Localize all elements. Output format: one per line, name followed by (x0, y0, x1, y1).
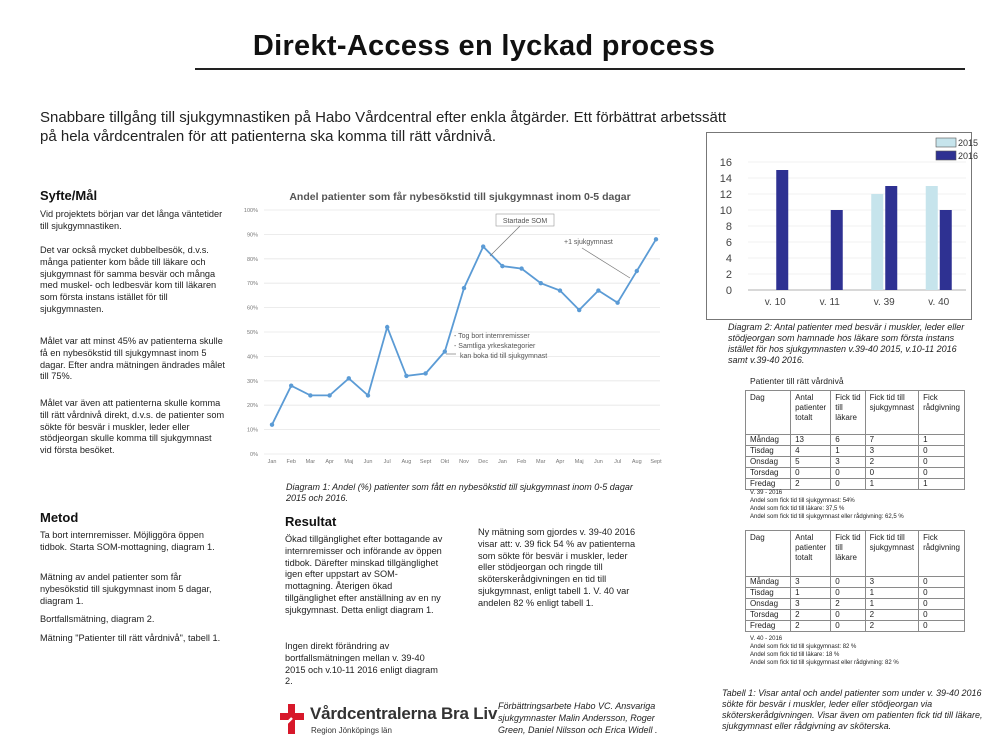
bar-2016 (831, 210, 843, 290)
v40-stat-line: Andel som fick tid till sjukgymnast: 82 % (750, 644, 857, 650)
y-tick-label: 10% (246, 427, 258, 434)
x-tick-label: Jan (497, 459, 507, 465)
annotation-yrkeskategorier: - Samtliga yrkeskategorier (454, 343, 536, 350)
intro-text: Snabbare tillgång till sjukgymnastiken på Habo Vårdcentral efter enkla åtgärder. Ett förbättrat arbetssätt på hela vårdcentralen för att patienterna ska komma till rätt vårdnivå. (40, 109, 727, 145)
v39-cell: 1 (831, 446, 865, 457)
annotation-arrow (582, 248, 630, 278)
chart1-caption: Diagram 1: Andel (%) patienter som fått en nybesökstid till sjukgymnast inom 0-5 dagar 2015 och 2016. (286, 482, 633, 503)
header-dag: Dag (746, 391, 791, 435)
chart2-caption: Diagram 2: Antal patienter med besvär i muskler, leder eller stödjeorgan som hamnade hos läkare som första instans istället för hos sjukgymnasten v.39-40 2015, v.10-11 2016 samt v.39-40 2016. (728, 322, 965, 365)
v40-cell: 0 (919, 577, 965, 588)
v39-row (746, 468, 965, 479)
v39-cell: 4 (791, 446, 831, 457)
v39-stats (750, 489, 904, 521)
v40-cell: 3 (791, 577, 831, 588)
x-tick-label: Jun (363, 459, 373, 465)
x-tick-label: Aug (631, 459, 642, 465)
y-tick-label: 14 (719, 173, 732, 185)
v39-cell: 13 (791, 435, 831, 446)
y-tick-label: 70% (246, 281, 258, 288)
line-chart (232, 178, 672, 478)
v40-cell: 2 (865, 610, 918, 621)
v39-row (746, 457, 965, 468)
v39-stat-line: Andel som fick tid till sjukgymnast eller rådgivning: 62,5 % (750, 514, 904, 520)
data-point (462, 286, 466, 290)
v40-cell: 0 (919, 588, 965, 599)
x-tick-label: v. 40 (928, 297, 950, 308)
v39-cell: 3 (831, 457, 865, 468)
y-tick-label: 20% (246, 403, 258, 410)
x-tick-label: Feb (516, 459, 527, 465)
header-antal: Antal patienter totalt (791, 531, 831, 577)
logo-region: Region Jönköpings län (311, 726, 392, 735)
x-tick-label: Mar (536, 459, 546, 465)
y-tick-label: 16 (719, 157, 732, 169)
resultat-paragraph-2: Ingen direkt förändring av bortfallsmätningen mellan v. 39-40 2015 och v.10-11 2016 enligt diagram 2. (285, 641, 438, 687)
annotation-yrkeskategorier-2: kan boka tid till sjukgymnast (460, 353, 548, 360)
v40-cell: 2 (791, 610, 831, 621)
x-tick-label: Mar (305, 459, 316, 465)
data-point (289, 383, 293, 387)
v39-row (746, 446, 965, 457)
y-tick-label: 90% (246, 232, 258, 239)
y-tick-label: 0 (725, 285, 732, 297)
x-tick-label: Aug (401, 459, 412, 465)
v40-row (746, 610, 965, 621)
v39-cell: Måndag (746, 435, 791, 446)
v40-cell: 1 (865, 588, 918, 599)
x-tick-label: Dec (478, 459, 489, 465)
v39-cell: Fredag (746, 479, 791, 490)
v40-cell: Torsdag (746, 610, 791, 621)
metod-paragraph-2: Mätning av andel patienter som får nybesökstid till sjukgymnast inom 5 dagar, diagram 1. (40, 572, 212, 606)
syfte-heading: Syfte/Mål (40, 188, 98, 203)
v39-cell: 0 (791, 468, 831, 479)
x-tick-label: Nov (459, 459, 469, 465)
table-caption: Tabell 1: Visar antal och andel patienter som under v. 39-40 2016 sökte för besvär i muskler, leder eller stödjeorgan via sköterskerådgivningen. Visar även om patienten fick tid till läkare, sjukgymnast eller rådgivning av sköterska. (722, 688, 983, 731)
y-tick-label: 60% (246, 305, 258, 312)
v39-row (746, 435, 965, 446)
header-antal: Antal patienter totalt (791, 391, 831, 435)
header-lakare: Fick tid till läkare (831, 391, 865, 435)
v39-cell: Tisdag (746, 446, 791, 457)
data-point (404, 374, 408, 378)
x-tick-label: Maj (574, 459, 584, 465)
data-point (500, 264, 504, 268)
y-tick-label: 6 (725, 237, 732, 249)
y-tick-label: 30% (246, 378, 258, 385)
header-radgivning: Fick rådgivning (919, 391, 965, 435)
v40-cell: 0 (919, 599, 965, 610)
v39-stat-line: Andel som fick tid till läkare: 37,5 % (750, 506, 845, 512)
data-point (481, 244, 485, 248)
v40-cell: Fredag (746, 621, 791, 632)
logo-cross-icon (278, 702, 306, 736)
v40-row (746, 599, 965, 610)
v40-row (746, 588, 965, 599)
annotation-internremisser: - Tog bort internremisser (454, 333, 530, 340)
x-tick-label: Sept (650, 459, 662, 465)
header-dag: Dag (746, 531, 791, 577)
v40-stat-line: Andel som fick tid till sjukgymnast eller rådgivning: 82 % (750, 660, 899, 666)
x-tick-label: v. 10 (764, 297, 786, 308)
title-underline (195, 68, 965, 70)
v40-cell: 0 (831, 621, 865, 632)
v39-cell: 0 (831, 468, 865, 479)
v40-cell: 3 (791, 599, 831, 610)
resultat-heading: Resultat (285, 514, 337, 529)
v40-stat-line: Andel som fick tid till läkare: 18 % (750, 652, 840, 658)
bar-2016 (885, 186, 897, 290)
v40-cell: Onsdag (746, 599, 791, 610)
v39-row (746, 479, 965, 490)
v39-cell: 0 (831, 479, 865, 490)
y-tick-label: 100% (243, 208, 258, 214)
syfte-paragraph-1: Vid projektets början var det långa väntetider till sjukgymnastiken. (40, 209, 223, 231)
table-v39 (745, 390, 965, 490)
data-point (539, 281, 543, 285)
v40-cell: 0 (831, 577, 865, 588)
data-point (385, 325, 389, 329)
x-tick-label: Apr (555, 459, 565, 465)
line-chart-title: Andel patienter som får nybesökstid till sjukgymnast inom 0-5 dagar (289, 191, 631, 203)
data-point (327, 393, 331, 397)
v40-cell: 0 (831, 588, 865, 599)
data-point (443, 349, 447, 353)
annotation-ny-sjukgymnast: +1 sjukgymnast (564, 239, 613, 246)
annotation-arrow (490, 226, 520, 256)
y-tick-label: 10 (719, 205, 732, 217)
v39-cell: Torsdag (746, 468, 791, 479)
header-sjukgymnast: Fick tid till sjukgymnast (865, 391, 918, 435)
x-tick-label: Jul (614, 459, 622, 465)
x-tick-label: Jun (593, 459, 603, 465)
bar-2015 (926, 186, 938, 290)
logo-name: Vårdcentralerna Bra Liv (310, 704, 498, 723)
v40-cell: 1 (791, 588, 831, 599)
annotation-startade-som: Startade SOM (502, 218, 548, 225)
y-tick-label: 0% (250, 452, 258, 458)
bar-2016 (776, 170, 788, 290)
poster-title: Direkt-Access en lyckad process (252, 30, 716, 62)
v40-cell: 0 (831, 610, 865, 621)
data-point (635, 269, 639, 273)
legend-label-2015: 2015 (958, 138, 979, 148)
y-tick-label: 2 (725, 269, 732, 281)
x-tick-label: Sept (419, 459, 432, 465)
v39-stat-line: Andel som fick tid till sjukgymnast: 54% (750, 498, 855, 504)
v39-cell: 0 (919, 446, 965, 457)
y-tick-label: 50% (246, 330, 258, 336)
header-lakare: Fick tid till läkare (831, 531, 865, 577)
data-point (423, 371, 427, 375)
data-point (270, 423, 274, 427)
metod-paragraph-1: Ta bort internremisser. Möjliggöra öppen tidbok. Starta SOM-mottagning, diagram 1. (40, 530, 215, 552)
v39-cell: 0 (919, 468, 965, 479)
v39-cell: 5 (791, 457, 831, 468)
v39-stat-line: V. 39 - 2016 (750, 490, 783, 496)
v39-cell: 3 (865, 446, 918, 457)
resultat-paragraph-1: Ökad tillgänglighet efter bottagande av internremisser och införande av öppen tidbok. Därefter minskad tillgänglighet igen efter uppstart av SOM-mottagning. Återigen ökad tillgänglighet efter anställning av en ny sjukgymnast. Detta enligt diagram 1. (285, 534, 443, 615)
v39-cell: 2 (791, 479, 831, 490)
data-point (308, 393, 312, 397)
header-sjukgymnast: Fick tid till sjukgymnast (865, 531, 918, 577)
x-tick-label: Okt (440, 459, 450, 465)
v40-cell: 2 (791, 621, 831, 632)
v39-cell: 0 (865, 468, 918, 479)
data-point (347, 376, 351, 380)
data-point (366, 393, 370, 397)
bar-2015 (871, 194, 883, 290)
data-point (519, 266, 523, 270)
data-point (558, 288, 562, 292)
data-point (654, 237, 658, 241)
y-tick-label: 4 (725, 253, 732, 265)
y-tick-label: 8 (725, 221, 732, 233)
legend-swatch-2015 (936, 138, 956, 147)
v39-cell: 2 (865, 457, 918, 468)
v39-cell: 1 (919, 435, 965, 446)
metod-paragraph-3: Bortfallsmätning, diagram 2. (40, 614, 155, 624)
data-point (577, 308, 581, 312)
v39-cell: 0 (919, 457, 965, 468)
y-tick-label: 12 (719, 189, 732, 201)
v40-row (746, 577, 965, 588)
v39-cell: 1 (919, 479, 965, 490)
syfte-paragraph-2: Det var också mycket dubbelbesök, d.v.s. många patienter kom både till läkare och sjukgymnast för samma besvär och många med muskel- och ledbesvär kom till läkaren som första instans istället för till sjukgymnasten. (40, 245, 217, 314)
x-tick-label: Apr (325, 459, 334, 465)
resultat-paragraph-3: Ny mätning som gjordes v. 39-40 2016 visar att: v. 39 fick 54 % av patienterna som sökte för besvär i muskler, leder eller stödjeorgan och ringde till sköterskerådgivningen en tid till sjukgymnast, enligt tabell 1. V. 40 var andelen 82 % enligt tabell 1. (478, 527, 636, 608)
legend-swatch-2016 (936, 151, 956, 160)
v39-cell: 1 (865, 479, 918, 490)
x-tick-label: v. 39 (873, 297, 895, 308)
credit-text: Förbättringsarbete Habo VC. Ansvariga sjukgymnaster Malin Andersson, Roger Green, Daniel Nilsson och Erica Widell . (498, 701, 658, 735)
syfte-paragraph-4: Målet var även att patienterna skulle komma till rätt vårdnivå direkt, d.v.s. de patienter som sökte för besvär i muskler, leder eller stödjeorgan skulle komma till sjukgymnast vid första besöket. (40, 398, 225, 456)
v40-cell: Tisdag (746, 588, 791, 599)
v40-cell: 0 (919, 610, 965, 621)
v40-cell: 1 (865, 599, 918, 610)
y-tick-label: 80% (246, 256, 258, 263)
data-point (615, 301, 619, 305)
vardcentralerna-logo (278, 702, 496, 742)
metod-heading: Metod (40, 510, 79, 525)
v40-cell: Måndag (746, 577, 791, 588)
bar-2016 (940, 210, 952, 290)
x-tick-label: Jan (267, 459, 277, 465)
legend-label-2016: 2016 (958, 151, 979, 161)
data-point (596, 288, 600, 292)
v40-cell: 0 (919, 621, 965, 632)
v40-cell: 2 (831, 599, 865, 610)
syfte-paragraph-3: Målet var att minst 45% av patienterna skulle få en nybesökstid till sjukgymnast inom 5 dagar. Efter andra mätningen ändrades målet till 75%. (40, 336, 225, 382)
v40-stat-line: V. 40 - 2016 (750, 636, 783, 642)
v39-cell: 7 (865, 435, 918, 446)
header-radgivning: Fick rådgivning (919, 531, 965, 577)
v39-cell: 6 (831, 435, 865, 446)
table-v40 (745, 530, 965, 632)
x-tick-label: Jul (383, 459, 391, 465)
v40-cell: 2 (865, 621, 918, 632)
metod-paragraph-4: Mätning "Patienter till rätt vårdnivå", tabell 1. (40, 633, 221, 643)
table-title: Patienter till rätt vårdnivå (750, 376, 844, 386)
v40-row (746, 621, 965, 632)
v40-cell: 3 (865, 577, 918, 588)
x-tick-label: Feb (286, 459, 296, 465)
v40-stats (750, 635, 899, 667)
x-tick-label: v. 11 (819, 297, 840, 308)
x-tick-label: Maj (344, 459, 354, 465)
bar-chart (706, 132, 979, 320)
v39-cell: Onsdag (746, 457, 791, 468)
y-tick-label: 40% (246, 354, 258, 361)
